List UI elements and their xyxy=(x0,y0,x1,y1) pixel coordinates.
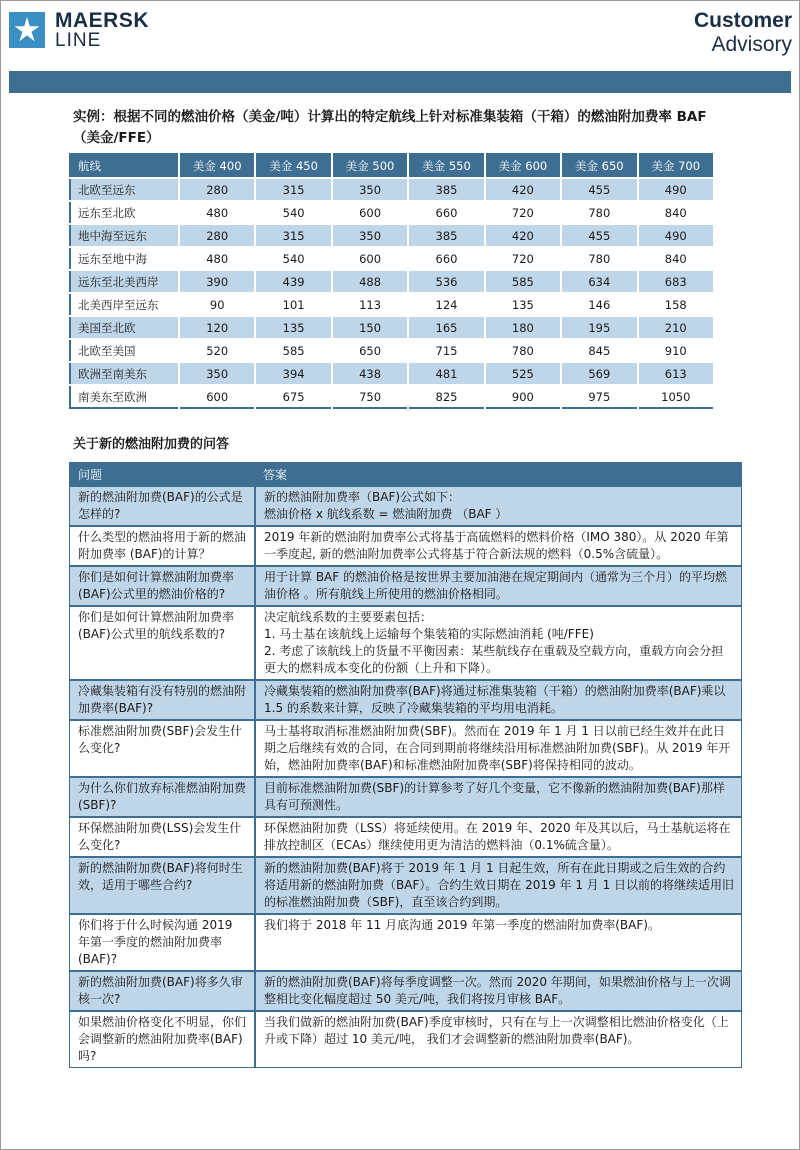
baf-value-cell: 975 xyxy=(561,385,637,408)
qa-question: 如果燃油价格变化不明显，你们会调整新的燃油附加费率(BAF)吗? xyxy=(70,1011,256,1068)
qa-header-answer: 答案 xyxy=(255,463,742,487)
qa-question: 新的燃油附加费(BAF)将何时生效，适用于哪些合约? xyxy=(70,857,256,914)
baf-value-cell: 525 xyxy=(485,362,561,385)
brand-name: MAERSK xyxy=(55,9,150,32)
qa-row xyxy=(70,817,742,857)
baf-value-cell: 146 xyxy=(561,293,637,316)
baf-value-cell: 845 xyxy=(561,339,637,362)
route-cell: 南美东至欧洲 xyxy=(70,385,179,408)
baf-value-cell: 210 xyxy=(638,316,714,339)
qa-answer-line: 决定航线系数的主要要素包括： xyxy=(264,610,433,624)
baf-column-header: 美金 650 xyxy=(561,154,637,178)
baf-value-cell: 720 xyxy=(485,201,561,224)
baf-column-header: 美金 400 xyxy=(179,154,255,178)
baf-value-cell: 350 xyxy=(179,362,255,385)
baf-value-cell: 675 xyxy=(255,385,331,408)
baf-value-cell: 101 xyxy=(255,293,331,316)
brand-subname: LINE xyxy=(55,30,102,51)
baf-value-cell: 350 xyxy=(332,224,408,247)
baf-value-cell: 158 xyxy=(638,293,714,316)
baf-value-cell: 600 xyxy=(332,247,408,270)
baf-value-cell: 660 xyxy=(408,201,484,224)
baf-column-header: 美金 550 xyxy=(408,154,484,178)
qa-answer-line: 新的燃油附加费(BAF)将于 2019 年 1 月 1 日起生效，所有在此日期或之后生效的合约将适用新的燃油附加费（BAF）。合约生效日期在 2019 年 1 月 1 日以前的将继续适用旧的标准燃油附加费（SBF)，直至该合约到期。 xyxy=(264,861,735,909)
table-row xyxy=(70,362,714,385)
table-row xyxy=(70,316,714,339)
baf-value-cell: 385 xyxy=(408,178,484,201)
qa-section-title: 关于新的燃油附加费的问答 xyxy=(73,437,230,452)
baf-value-cell: 520 xyxy=(179,339,255,362)
baf-value-cell: 634 xyxy=(561,270,637,293)
baf-value-cell: 480 xyxy=(179,247,255,270)
baf-value-cell: 650 xyxy=(332,339,408,362)
maersk-star-logo-icon xyxy=(9,12,45,48)
qa-answer-line: 目前标准燃油附加费(SBF)的计算参考了好几个变量，它不像新的燃油附加费(BAF)那样具有可预测性。 xyxy=(264,781,725,812)
route-cell: 远东至地中海 xyxy=(70,247,179,270)
baf-value-cell: 480 xyxy=(179,201,255,224)
baf-value-cell: 90 xyxy=(179,293,255,316)
baf-value-cell: 490 xyxy=(638,224,714,247)
qa-question: 为什么你们放弃标准燃油附加费(SBF)? xyxy=(70,777,256,817)
qa-answer-line: 2019 年新的燃油附加费率公式将基于高硫燃料的燃料价格（IMO 380）。从 2020 年第一季度起, 新的燃油附加费率公式将基于符合新法规的燃料（0.5%含硫量）。 xyxy=(264,530,729,561)
qa-answer xyxy=(255,817,742,857)
qa-row xyxy=(70,566,742,606)
qa-answer xyxy=(255,777,742,817)
baf-column-header: 美金 600 xyxy=(485,154,561,178)
qa-question: 新的燃油附加费(BAF)的公式是怎样的? xyxy=(70,486,256,526)
baf-value-cell: 683 xyxy=(638,270,714,293)
baf-value-cell: 750 xyxy=(332,385,408,408)
baf-value-cell: 720 xyxy=(485,247,561,270)
qa-row xyxy=(70,777,742,817)
baf-value-cell: 420 xyxy=(485,224,561,247)
qa-question: 你们是如何计算燃油附加费率(BAF)公式里的航线系数的? xyxy=(70,606,256,680)
route-cell: 美国至北欧 xyxy=(70,316,179,339)
table-row xyxy=(70,293,714,316)
qa-answer xyxy=(255,857,742,914)
qa-question: 标准燃油附加费(SBF)会发生什么变化? xyxy=(70,720,256,777)
baf-column-header: 美金 450 xyxy=(255,154,331,178)
qa-row xyxy=(70,486,742,526)
route-cell: 远东至北欧 xyxy=(70,201,179,224)
qa-question: 你们将于什么时候沟通 2019 年第一季度的燃油附加费率(BAF)? xyxy=(70,914,256,971)
baf-value-cell: 439 xyxy=(255,270,331,293)
qa-answer-line: 燃油价格 x 航线系数 = 燃油附加费 （BAF ） xyxy=(264,507,508,521)
route-cell: 远东至北美西岸 xyxy=(70,270,179,293)
baf-value-cell: 481 xyxy=(408,362,484,385)
baf-value-cell: 780 xyxy=(561,247,637,270)
advisory-title: Customer xyxy=(693,9,792,32)
baf-value-cell: 536 xyxy=(408,270,484,293)
baf-value-cell: 840 xyxy=(638,247,714,270)
table-row xyxy=(70,178,714,201)
baf-value-cell: 840 xyxy=(638,201,714,224)
qa-row xyxy=(70,526,742,566)
baf-value-cell: 390 xyxy=(179,270,255,293)
qa-row xyxy=(70,914,742,971)
qa-answer xyxy=(255,486,742,526)
baf-value-cell: 569 xyxy=(561,362,637,385)
qa-question: 冷藏集装箱有没有特别的燃油附加费率(BAF)? xyxy=(70,680,256,720)
baf-value-cell: 825 xyxy=(408,385,484,408)
baf-value-cell: 488 xyxy=(332,270,408,293)
qa-header-question: 问题 xyxy=(70,463,256,487)
qa-answer xyxy=(255,914,742,971)
table-row xyxy=(70,339,714,362)
qa-answer-line: 新的燃油附加费率（BAF)公式如下： xyxy=(264,490,461,504)
baf-value-cell: 315 xyxy=(255,178,331,201)
baf-value-cell: 600 xyxy=(179,385,255,408)
baf-value-cell: 124 xyxy=(408,293,484,316)
table-row xyxy=(70,201,714,224)
qa-answer-line: 冷藏集装箱的燃油附加费率(BAF)将通过标准集装箱（干箱）的燃油附加费率(BAF)乘以 1.5 的系数来计算，反映了冷藏集装箱的平均用电消耗。 xyxy=(264,684,726,715)
qa-row xyxy=(70,1011,742,1068)
qa-answer xyxy=(255,971,742,1011)
qa-table xyxy=(69,462,742,1068)
route-cell: 欧洲至南美东 xyxy=(70,362,179,385)
qa-answer-line: 当我们做新的燃油附加费(BAF)季度审核时，只有在与上一次调整相比燃油价格变化（上升或下降）超过 10 美元/吨， 我们才会调整新的燃油附加费率(BAF)。 xyxy=(264,1015,729,1046)
baf-value-cell: 585 xyxy=(485,270,561,293)
qa-answer xyxy=(255,566,742,606)
qa-answer-line: 新的燃油附加费(BAF)将每季度调整一次。然而 2020 年期间，如果燃油价格与上一次调整相比变化幅度超过 50 美元/吨，我们将按月审核 BAF。 xyxy=(264,975,731,1006)
qa-answer xyxy=(255,1011,742,1068)
baf-value-cell: 490 xyxy=(638,178,714,201)
baf-value-cell: 180 xyxy=(485,316,561,339)
header-bar xyxy=(9,71,791,93)
baf-value-cell: 195 xyxy=(561,316,637,339)
baf-value-cell: 385 xyxy=(408,224,484,247)
baf-column-header: 美金 700 xyxy=(638,154,714,178)
baf-value-cell: 315 xyxy=(255,224,331,247)
baf-value-cell: 455 xyxy=(561,224,637,247)
qa-question: 你们是如何计算燃油附加费率(BAF)公式里的燃油价格的? xyxy=(70,566,256,606)
qa-answer-line: 马士基将取消标准燃油附加费(SBF)。然而在 2019 年 1 月 1 日以前已经生效并在此日期之后继续有效的合同，在合同到期前将继续沿用标准燃油附加费(SBF)。从 2019 年开始，燃油附加费率(BAF)和标准燃油附加费率(SBF)将保持相同的波动。 xyxy=(264,724,731,772)
baf-value-cell: 613 xyxy=(638,362,714,385)
baf-value-cell: 780 xyxy=(561,201,637,224)
table-row xyxy=(70,385,714,408)
baf-value-cell: 394 xyxy=(255,362,331,385)
baf-value-cell: 135 xyxy=(255,316,331,339)
qa-answer-line: 我们将于 2018 年 11 月底沟通 2019 年第一季度的燃油附加费率(BAF)。 xyxy=(264,918,660,932)
advisory-subtitle: Advisory xyxy=(711,33,792,56)
qa-answer-line: 1. 马士基在该航线上运输每个集装箱的实际燃油消耗 (吨/FFE) xyxy=(264,627,594,641)
qa-row xyxy=(70,606,742,680)
baf-value-cell: 280 xyxy=(179,224,255,247)
qa-answer xyxy=(255,680,742,720)
qa-answer xyxy=(255,526,742,566)
qa-answer-line: 环保燃油附加费（LSS）将延续使用。在 2019 年、2020 年及其以后，马士基航运将在排放控制区（ECAs）继续使用更为清洁的燃料油（0.1%硫含量）。 xyxy=(264,821,731,852)
route-cell: 地中海至远东 xyxy=(70,224,179,247)
baf-value-cell: 585 xyxy=(255,339,331,362)
baf-value-cell: 280 xyxy=(179,178,255,201)
baf-table xyxy=(69,153,715,409)
baf-column-header: 美金 500 xyxy=(332,154,408,178)
qa-answer xyxy=(255,720,742,777)
baf-value-cell: 350 xyxy=(332,178,408,201)
baf-value-cell: 120 xyxy=(179,316,255,339)
baf-value-cell: 780 xyxy=(485,339,561,362)
table-row xyxy=(70,224,714,247)
qa-row xyxy=(70,680,742,720)
baf-value-cell: 165 xyxy=(408,316,484,339)
qa-row xyxy=(70,857,742,914)
table-row xyxy=(70,270,714,293)
qa-row xyxy=(70,971,742,1011)
table-row xyxy=(70,247,714,270)
baf-value-cell: 455 xyxy=(561,178,637,201)
baf-value-cell: 900 xyxy=(485,385,561,408)
baf-value-cell: 715 xyxy=(408,339,484,362)
header xyxy=(0,0,798,70)
baf-value-cell: 420 xyxy=(485,178,561,201)
baf-value-cell: 150 xyxy=(332,316,408,339)
qa-row xyxy=(70,720,742,777)
qa-question: 环保燃油附加费(LSS)会发生什么变化? xyxy=(70,817,256,857)
baf-value-cell: 600 xyxy=(332,201,408,224)
baf-section-title: 实例：根据不同的燃油价格（美金/吨）计算出的特定航线上针对标准集装箱（干箱）的燃油附加费率 BAF（美金/FFE） xyxy=(73,109,707,146)
baf-value-cell: 540 xyxy=(255,201,331,224)
baf-value-cell: 910 xyxy=(638,339,714,362)
qa-answer-line: 用于计算 BAF 的燃油价格是按世界主要加油港在规定期间内（通常为三个月）的平均燃油价格 。所有航线上所使用的燃油价格相同。 xyxy=(264,570,727,601)
route-cell: 北欧至美国 xyxy=(70,339,179,362)
route-cell: 北欧至远东 xyxy=(70,178,179,201)
baf-value-cell: 1050 xyxy=(638,385,714,408)
qa-question: 什么类型的燃油将用于新的燃油附加费率 (BAF)的计算？ xyxy=(70,526,256,566)
route-cell: 北美西岸至远东 xyxy=(70,293,179,316)
baf-value-cell: 540 xyxy=(255,247,331,270)
baf-column-header: 航线 xyxy=(70,154,179,178)
baf-value-cell: 660 xyxy=(408,247,484,270)
baf-value-cell: 135 xyxy=(485,293,561,316)
qa-answer-line: 2. 考虑了该航线上的货量不平衡因素：某些航线存在重载及空载方向，重载方向会分担更大的燃料成本变化的份额（上升和下降）。 xyxy=(264,644,724,675)
baf-value-cell: 113 xyxy=(332,293,408,316)
baf-value-cell: 438 xyxy=(332,362,408,385)
qa-answer xyxy=(255,606,742,680)
qa-question: 新的燃油附加费(BAF)将多久审核一次? xyxy=(70,971,256,1011)
